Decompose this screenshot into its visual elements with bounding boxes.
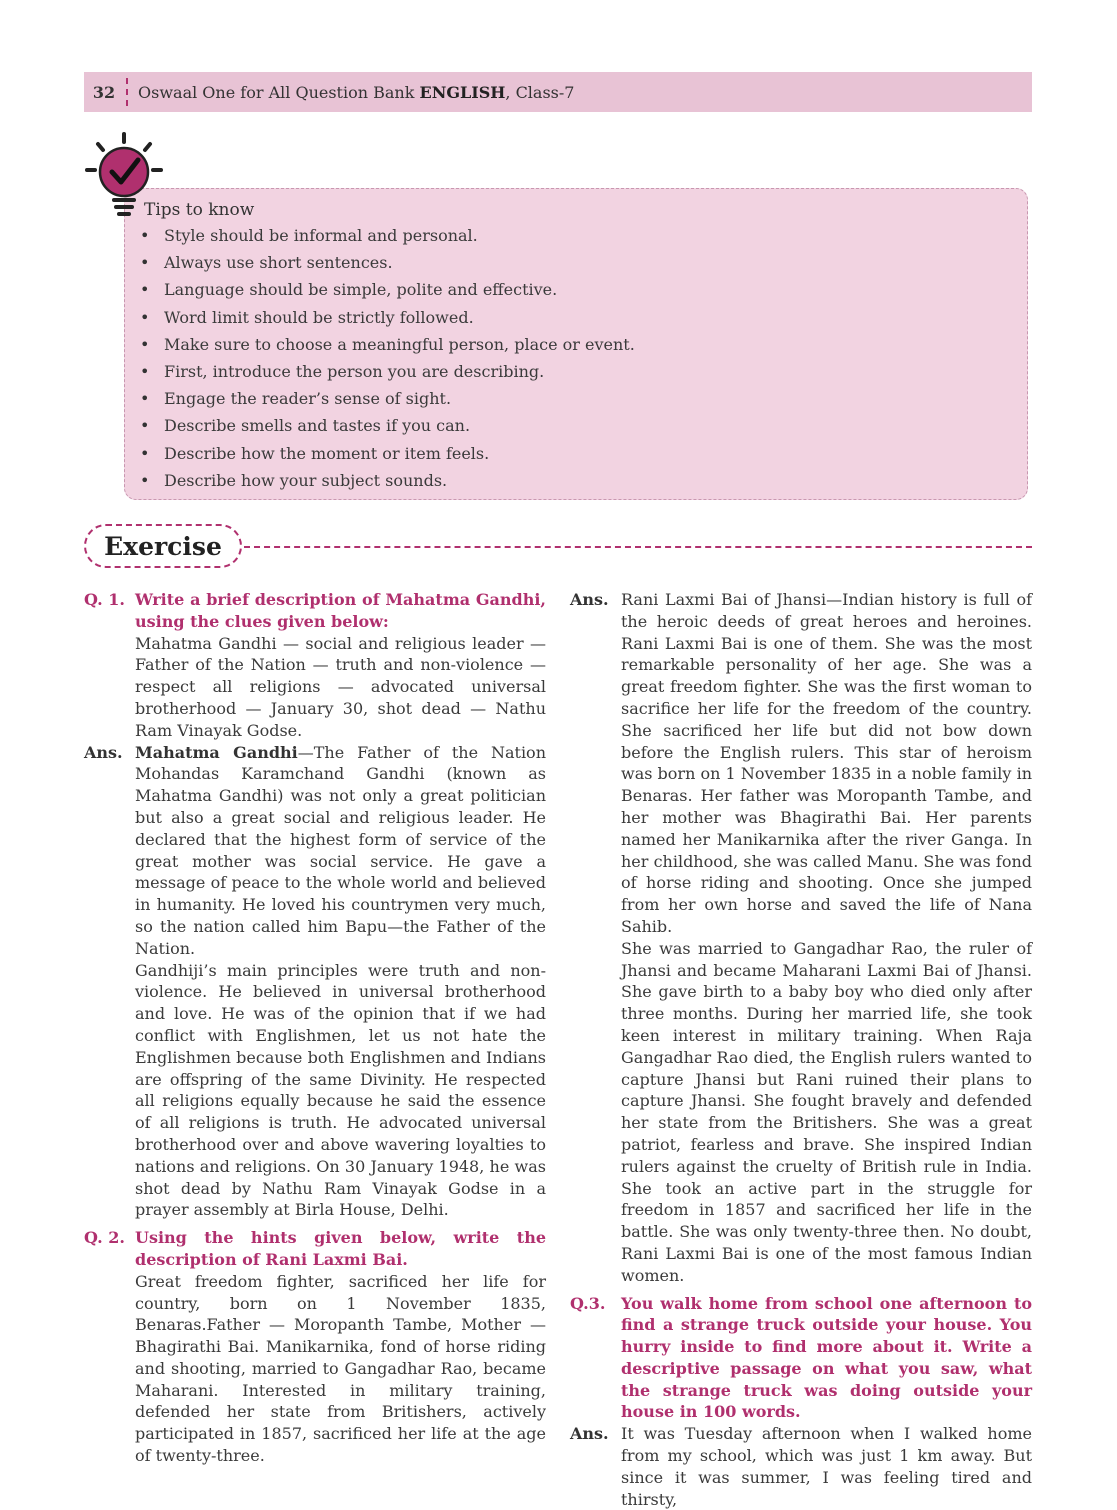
question-2 xyxy=(84,1227,546,1271)
question-label: Q.3. xyxy=(570,1293,606,1313)
tips-title: Tips to know xyxy=(144,200,255,220)
tip-item: • First, introduce the person you are describing. xyxy=(138,361,635,388)
answer-lead: Mahatma Gandhi xyxy=(135,742,298,762)
tip-item: • Make sure to choose a meaningful person, place or event. xyxy=(138,334,635,361)
book-title xyxy=(138,83,574,102)
question-text: Write a brief description of Mahatma Gandhi, using the clues given below: xyxy=(135,590,546,631)
tip-item: • Always use short sentences. xyxy=(138,252,635,279)
page-header xyxy=(84,72,1032,112)
tip-item: • Engage the reader’s sense of sight. xyxy=(138,388,635,415)
exercise-heading: Exercise xyxy=(84,524,242,568)
question-text: You walk home from school one afternoon to find a strange truck outside your house. You hurry inside to find more about it. Write a descriptive passage on what you saw, what the strange truck was doing outside your house in 100 words. xyxy=(621,1293,1032,1422)
tips-list xyxy=(138,225,635,497)
question-clues: Mahatma Gandhi — social and religious leader — Father of the Nation — truth and non-violence — respect all religions — advocated universal brotherhood — January 30, shot dead — Nathu Ram Vinayak Godse. xyxy=(135,633,546,740)
tip-item: • Word limit should be strictly followed. xyxy=(138,307,635,334)
answer-2 xyxy=(570,589,1032,938)
answer-paragraph: It was Tuesday afternoon when I walked home from my school, which was just 1 km away. But since it was summer, I was feeling tired and thirsty, xyxy=(621,1424,1032,1509)
question-text: Using the hints given below, write the description of Rani Laxmi Bai. xyxy=(135,1228,546,1269)
question-label: Q. 1. xyxy=(84,590,125,609)
answer-paragraph: Gandhiji’s main principles were truth and non-violence. He believed in universal brotherhood and love. He was of the opinion that if we had conflict with Englishmen, let us not hate the Englishmen because both Englishmen and Indians are offspring of the same Divinity. He respected all religions equally because he said the essence of all religions is truth. He advocated universal brotherhood over and above wavering loyalties to nations and religions. On 30 January 1948, he was shot dead by Nathu Ram Vinayak Godse in a prayer assembly at Birla House, Delhi. xyxy=(135,960,546,1220)
question-label: Q. 2. xyxy=(84,1228,125,1248)
tip-item: • Style should be informal and personal. xyxy=(138,225,635,252)
tip-item: • Describe how your subject sounds. xyxy=(138,470,635,497)
answer-1 xyxy=(84,742,546,960)
header-divider xyxy=(126,78,128,106)
right-column xyxy=(570,589,1032,1510)
question-3 xyxy=(570,1293,1032,1424)
tip-item: • Describe smells and tastes if you can. xyxy=(138,415,635,442)
answer-label: Ans. xyxy=(570,590,609,609)
book-title-suffix: , Class-7 xyxy=(505,82,575,102)
question-1 xyxy=(84,589,546,633)
answer-label: Ans. xyxy=(84,742,123,762)
book-title-prefix: Oswaal One for All Question Bank xyxy=(138,82,420,102)
answer-label: Ans. xyxy=(570,1424,609,1444)
question-hints: Great freedom fighter, sacrificed her life for country, born on 1 November 1835, Benaras.Father — Moropanth Tambe, Mother — Bhagirathi Bai. Manikarnika, fond of horse riding and shooting, married to Gangadhar Rao, became Maharani. Interested in military training, defended her state from Britishers, actively participated in 1857, sacrificed her life at the age of twenty-three. xyxy=(135,1271,546,1466)
answer-paragraph: She was married to Gangadhar Rao, the ruler of Jhansi and became Maharani Laxmi Bai of Jhansi. She gave birth to a baby boy who died only after three months. During her married life, she took keen interest in military training. When Raja Gangadhar Rao died, the English rulers wanted to capture Jhansi but Rani ruined their plans to capture Jhansi. She fought bravely and defended her state from the Britishers. She was a great patriot, fearless and brave. She inspired Indian rulers against the cruelty of British rule in India. She took an active part in the struggle for freedom in 1857 and sacrificed her life in the battle. She was only twenty-three then. No doubt, Rani Laxmi Bai is one of the most famous Indian women. xyxy=(621,938,1032,1285)
answer-paragraph: Rani Laxmi Bai of Jhansi—Indian history is full of the heroic deeds of great heroes and heroines. Rani Laxmi Bai is one of them. She was the most remarkable personality of her age. She was a great freedom fighter. She was the first woman to sacrifice her life for the freedom of the country. She sacrificed her life but did not bow down before the English rulers. This star of heroism was born on 1 November 1835 in a noble family in Benaras. Her father was Moropanth Tambe, and her mother was Bhagirathi Bai. Her parents named her Manikarnika after the river Ganga. In her childhood, she was called Manu. She was fond of horse riding and shooting. Once she jumped from her own horse and saved the life of Nana Sahib. xyxy=(621,590,1032,936)
answer-3 xyxy=(570,1423,1032,1510)
tip-item: • Language should be simple, polite and effective. xyxy=(138,279,635,306)
left-column xyxy=(84,589,546,1467)
book-subject: ENGLISH xyxy=(419,82,506,102)
answer-paragraph: —The Father of the Nation Mohandas Karamchand Gandhi (known as Mahatma Gandhi) was not only a great politician but also a great social and religious leader. He declared that the highest form of service of the great mother was social service. He gave a message of peace to the whole world and believed in humanity. He loved his countrymen very much, so the nation called him Bapu—the Father of the Nation. xyxy=(135,742,546,958)
page-number: 32 xyxy=(92,82,116,102)
exercise-divider xyxy=(244,546,1032,548)
answer-text xyxy=(135,742,546,960)
tip-item: • Describe how the moment or item feels. xyxy=(138,443,635,470)
